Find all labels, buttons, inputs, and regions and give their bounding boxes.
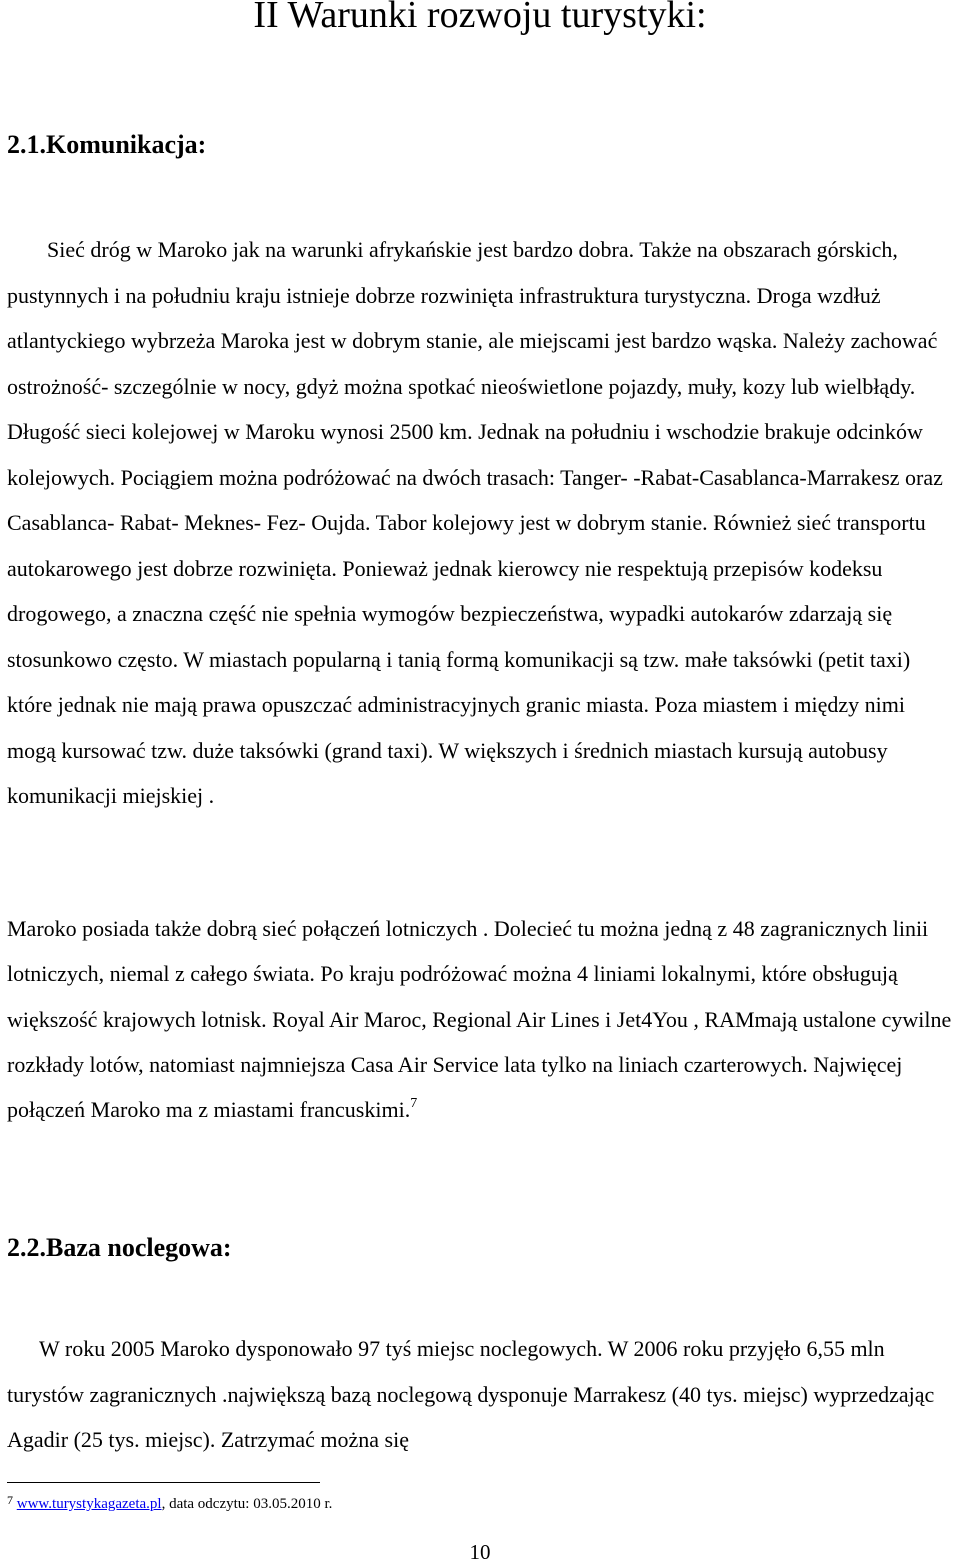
section-heading-communication: 2.1.Komunikacja: [7,130,207,159]
footnote-text: , data odczytu: 03.05.2010 r. [161,1496,333,1512]
footnote-divider [7,1482,320,1483]
page-title: II Warunki rozwoju turystyki: [253,0,707,36]
footnote-link[interactable]: www.turystykagazeta.pl [16,1496,162,1512]
footnote-number: 7 [7,1493,13,1507]
paragraph-communication-air [7,906,957,1132]
section-heading-accommodation: 2.2.Baza noclegowa: [7,1233,232,1262]
paragraph-communication-air-text: Maroko posiada także dobrą sieć połączeń lotniczych . Dolecieć tu można jedną z 48 zagranicznych linii lotniczych, niemal z całego świata. Po kraju podróżować można 4 liniami lokalnymi, które obsługują większość krajowych lotnisk. Royal Air Maroc, Regional Air Lines i Jet4You , RAMmają ustalone cywilne rozkłady lotów, natomiast najmniejsza Casa Air Service lata tylko na liniach czarterowych. Najwięcej połączeń Maroko ma z miastami francuskimi. [7,916,952,1123]
paragraph-accommodation: W roku 2005 Maroko dysponowało 97 tyś miejsc noclegowych. W 2006 roku przyjęło 6,55 mln turystów zagranicznych .największą bazą noclegową dysponuje Marrakesz (40 tys. miejsc) wyprzedzając Agadir (25 tys. miejsc). Zatrzymać można się [7,1336,935,1452]
page-number: 10 [469,1540,491,1564]
paragraph-communication-roads: Sieć dróg w Maroko jak na warunki afrykańskie jest bardzo dobra. Także na obszarach górskich, pustynnych i na południu kraju istnieje dobrze rozwinięta infrastruktura turystyczna. Droga wzdłuż atlantyckiego wybrzeża Maroka jest w dobrym stanie, ale miejscami jest bardzo wąska. Należy zachować ostrożność- szczególnie w nocy, gdyż można spotkać nieoświetlone pojazdy, muły, kozy lub wielbłądy. Długość sieci kolejowej w Maroku wynosi 2500 km. Jednak na południu i wschodzie brakuje odcinków kolejowych. Pociągiem można podróżować na dwóch trasach: Tanger- -Rabat-Casablanca-Marrakesz oraz Casablanca- Rabat- Meknes- Fez- Oujda. Tabor kolejowy jest w dobrym stanie. Również sieć transportu autokarowego jest dobrze rozwinięta. Ponieważ jednak kierowcy nie respektują przepisów kodeksu drogowego, a znaczna część nie spełnia wymogów bezpieczeństwa, wypadki autokarów zdarzają się stosunkowo często. W miastach popularną i tanią formą komunikacji są tzw. małe taksówki (petit taxi) które jednak nie mają prawa opuszczać administracyjnych granic miasta. Poza miastem i między nimi mogą kursować tzw. duże taksówki (grand taxi). W większych i średnich miastach kursują autobusy komunikacji miejskiej . [7,237,943,808]
footnote-reference[interactable]: 7 [410,1096,418,1112]
footnote [7,1494,332,1514]
